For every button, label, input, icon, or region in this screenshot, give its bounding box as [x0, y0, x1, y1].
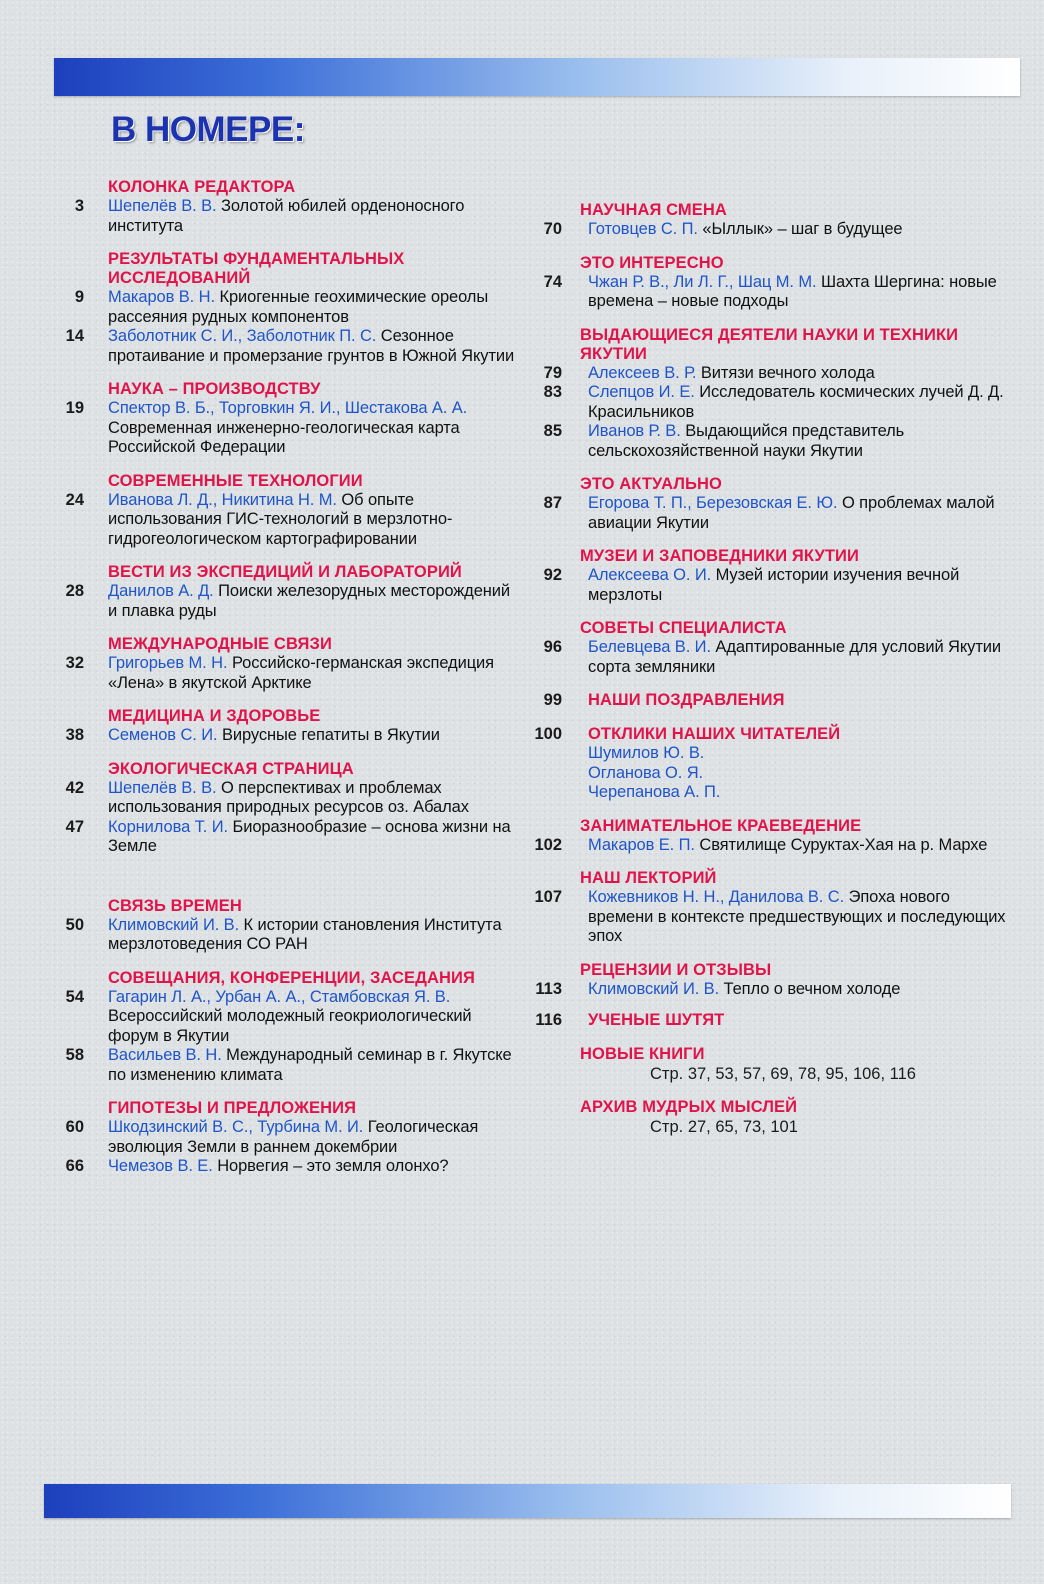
entry-text: [108, 988, 518, 1047]
entry-text: [108, 818, 518, 857]
entry-authors[interactable]: Климовский И. В.: [108, 915, 240, 934]
entry-authors[interactable]: Огланова О. Я.: [588, 763, 704, 782]
entry-title[interactable]: Святилище Суруктах-Хая на р. Мархе: [699, 835, 988, 854]
entry-authors[interactable]: Чжан Р. В., Ли Л. Г., Шац М. М.: [588, 272, 817, 291]
toc-section: [58, 707, 518, 746]
entry-text: [588, 980, 1008, 1000]
toc-entry[interactable]: [58, 726, 518, 746]
toc-section: [530, 1011, 1020, 1031]
page-number: 32: [65, 654, 84, 672]
section-title: ЗАНИМАТЕЛЬНОЕ КРАЕВЕДЕНИЕ: [580, 816, 862, 835]
toc-section: [530, 254, 1020, 312]
entry-title[interactable]: Геологическая эволюция Земли в раннем докембрии: [108, 1118, 479, 1156]
toc-section: [58, 380, 518, 458]
entry-text: [108, 491, 518, 550]
page-title: В НОМЕРЕ:: [111, 110, 305, 149]
section-title: АРХИВ МУДРЫХ МЫСЛЕЙ: [580, 1097, 798, 1116]
toc-section: [530, 1098, 1020, 1137]
toc-section: [530, 619, 1020, 677]
entry-text: [108, 197, 518, 236]
entry-authors[interactable]: Иванова Л. Д., Никитина Н. М.: [108, 490, 337, 509]
section-title: РЕЦЕНЗИИ И ОТЗЫВЫ: [580, 960, 772, 979]
entry-title[interactable]: О проблемах малой авиации Якутии: [588, 494, 995, 532]
toc-entry[interactable]: [530, 566, 1020, 605]
entry-title[interactable]: О перспективах и проблемах использования природных ресурсов оз. Абалах: [108, 778, 469, 816]
section-title: СВЯЗЬ ВРЕМЕН: [108, 896, 242, 915]
toc-entry[interactable]: [58, 916, 518, 955]
toc-section: [530, 475, 1020, 533]
toc-entry[interactable]: [58, 399, 518, 458]
entry-authors[interactable]: Кожевников Н. Н., Данилова В. С.: [588, 888, 845, 906]
toc-entry[interactable]: [530, 273, 1020, 312]
entry-authors[interactable]: Гагарин Л. А., Урбан А. А., Стамбовская Я. В.: [108, 987, 451, 1006]
entry-authors[interactable]: Васильев В. Н.: [108, 1046, 222, 1064]
toc-section: [58, 563, 518, 621]
toc-entry[interactable]: [58, 1118, 518, 1157]
entry-authors[interactable]: Корнилова Т. И.: [108, 817, 228, 836]
entry-authors[interactable]: Григорьев М. Н.: [108, 654, 228, 672]
page-number: 102: [534, 835, 562, 854]
entry-text: [588, 888, 1008, 947]
entry-title[interactable]: Всероссийский молодежный геокриологический форум в Якутии: [108, 1007, 472, 1045]
toc-entry[interactable]: [530, 383, 1020, 422]
section-title: НАШИ ПОЗДРАВЛЕНИЯ: [588, 691, 785, 709]
entry-title[interactable]: Музей истории изучения вечной мерзлоты: [588, 566, 960, 604]
toc-section: [58, 178, 518, 236]
section-title: ГИПОТЕЗЫ И ПРЕДЛОЖЕНИЯ: [108, 1099, 357, 1117]
toc-entry[interactable]: [530, 494, 1020, 533]
entry-title[interactable]: Исследователь космических лучей Д. Д. Красильников: [588, 383, 1004, 421]
toc-section: [58, 635, 518, 693]
page-number: 70: [543, 220, 562, 238]
entry-text: [588, 638, 1008, 677]
section-title: НАУКА – ПРОИЗВОДСТВУ: [108, 380, 321, 398]
page-number: 79: [543, 363, 562, 382]
entry-title[interactable]: Криогенные геохимические ореолы рассеяния рудных компонентов: [108, 288, 489, 326]
page-number: 92: [543, 566, 562, 584]
section-title: МЕДИЦИНА И ЗДОРОВЬЕ: [108, 707, 321, 725]
entry-text: [588, 566, 1008, 605]
page-references: Стр. 37, 53, 57, 69, 78, 95, 106, 116: [650, 1064, 916, 1083]
entry-authors[interactable]: Черепанова А. П.: [588, 783, 721, 801]
entry-text: [108, 726, 518, 746]
toc-entry[interactable]: [530, 836, 1020, 856]
entry-text: [108, 399, 518, 458]
toc-section: [530, 201, 1020, 240]
entry-authors[interactable]: Макаров Е. П.: [588, 835, 695, 854]
page-number: 60: [65, 1118, 84, 1136]
toc-section: [58, 472, 518, 550]
section-title: МЕЖДУНАРОДНЫЕ СВЯЗИ: [108, 635, 332, 653]
entry-authors[interactable]: Иванов Р. В.: [588, 422, 681, 440]
section-title: СОВЕТЫ СПЕЦИАЛИСТА: [580, 619, 787, 637]
section-title: СОВРЕМЕННЫЕ ТЕХНОЛОГИИ: [108, 471, 363, 490]
page-number: 47: [65, 817, 84, 836]
page-number: 3: [74, 197, 84, 215]
page-number: 74: [543, 272, 562, 291]
section-title: ЭТО АКТУАЛЬНО: [580, 475, 722, 493]
entry-title[interactable]: Норвегия – это земля олонхо?: [217, 1157, 449, 1175]
page-number: 116: [535, 1011, 562, 1029]
contents-right-column: [530, 201, 1020, 1137]
toc-section: [530, 817, 1020, 856]
toc-section: [58, 897, 518, 955]
entry-authors[interactable]: Спектор В. Б., Торговкин Я. И., Шестакова А. А.: [108, 399, 468, 417]
section-title: СОВЕЩАНИЯ, КОНФЕРЕНЦИИ, ЗАСЕДАНИЯ: [108, 968, 475, 987]
toc-entry[interactable]: [58, 779, 518, 818]
page-number: 28: [65, 582, 84, 600]
toc-entry[interactable]: [58, 327, 518, 366]
toc-entry[interactable]: [530, 980, 1020, 1000]
entry-title[interactable]: Шахта Шергина: новые времена – новые подходы: [588, 272, 997, 310]
entry-title[interactable]: Тепло о вечном холоде: [723, 979, 901, 998]
toc-entry[interactable]: [58, 491, 518, 550]
entry-authors[interactable]: Данилов А. Д.: [108, 582, 214, 600]
page-number: 50: [65, 915, 84, 934]
toc-entry[interactable]: [58, 197, 518, 236]
section-title: ВЕСТИ ИЗ ЭКСПЕДИЦИЙ И ЛАБОРАТОРИЙ: [108, 563, 462, 581]
toc-entry[interactable]: [530, 888, 1020, 947]
contents-left-column: [58, 178, 518, 1177]
entry-text: [108, 779, 518, 818]
toc-section: [530, 547, 1020, 605]
section-title: МУЗЕИ И ЗАПОВЕДНИКИ ЯКУТИИ: [580, 547, 859, 565]
page-number: 100: [534, 724, 562, 743]
toc-entry[interactable]: [530, 783, 1020, 803]
entry-authors[interactable]: Чемезов В. Е.: [108, 1157, 213, 1175]
entry-title[interactable]: Сезонное протаивание и промерзание грунтов в Южной Якутии: [108, 327, 515, 365]
entry-text: [108, 327, 518, 366]
toc-section: [58, 760, 518, 857]
toc-entry[interactable]: [530, 638, 1020, 677]
toc-entry[interactable]: [58, 818, 518, 857]
entry-title[interactable]: К истории становления Института мерзлотоведения СО РАН: [108, 915, 502, 953]
page-number: 24: [65, 490, 84, 509]
entry-title[interactable]: Вирусные гепатиты в Якутии: [221, 726, 440, 744]
bottom-decorative-band: [44, 1484, 1011, 1518]
toc-section-heading-row: [530, 691, 1020, 711]
toc-entry[interactable]: [58, 1046, 518, 1085]
entry-authors[interactable]: Шумилов Ю. В.: [588, 744, 705, 762]
toc-entry[interactable]: [58, 582, 518, 621]
entry-text: [588, 383, 1008, 422]
entry-authors[interactable]: Егорова Т. П., Березовская Е. Ю.: [588, 494, 838, 512]
toc-entry[interactable]: [58, 1157, 518, 1177]
entry-authors[interactable]: Макаров В. Н.: [108, 288, 215, 306]
toc-entry[interactable]: [530, 220, 1020, 240]
entry-text: [588, 422, 1008, 461]
entry-text: [588, 364, 1008, 384]
page-number: 87: [543, 494, 562, 512]
entry-title[interactable]: Выдающийся представитель сельскохозяйственной науки Якутии: [588, 422, 905, 460]
page-number: 54: [65, 987, 84, 1006]
entry-title[interactable]: Золотой юбилей орденоносного института: [108, 197, 465, 235]
page-number: 19: [65, 399, 84, 417]
toc-entry[interactable]: [530, 744, 1020, 764]
entry-title[interactable]: Витязи вечного холода: [700, 363, 875, 382]
entry-authors[interactable]: Шепелёв В. В.: [108, 778, 217, 797]
toc-entry[interactable]: [530, 764, 1020, 784]
toc-section: [530, 725, 1020, 803]
page-references: Стр. 27, 65, 73, 101: [650, 1117, 798, 1136]
section-title: ЭКОЛОГИЧЕСКАЯ СТРАНИЦА: [108, 759, 354, 778]
page-number: 42: [65, 778, 84, 797]
entry-text: [108, 916, 518, 955]
toc-entry[interactable]: [530, 422, 1020, 461]
page-number: 9: [74, 288, 84, 306]
entry-text: [108, 582, 518, 621]
entry-title[interactable]: Международный семинар в г. Якутске по изменению климата: [108, 1046, 512, 1084]
section-title: ЭТО ИНТЕРЕСНО: [580, 253, 724, 272]
entry-authors[interactable]: Шепелёв В. В.: [108, 197, 217, 215]
entry-text: [108, 654, 518, 693]
page-number: 58: [65, 1046, 84, 1064]
page-number: 38: [65, 726, 84, 744]
toc-entry[interactable]: [58, 288, 518, 327]
entry-text: [108, 1118, 518, 1157]
entry-authors[interactable]: Семенов С. И.: [108, 726, 218, 744]
toc-entry[interactable]: [530, 364, 1020, 384]
entry-authors[interactable]: Готовцев С. П.: [588, 220, 698, 238]
toc-section: [58, 250, 518, 366]
entry-authors[interactable]: Климовский И. В.: [588, 979, 720, 998]
entry-title[interactable]: «Ыллык» – шаг в будущее: [702, 220, 903, 238]
entry-text: [588, 273, 1008, 312]
entry-title[interactable]: Биоразнообразие – основа жизни на Земле: [108, 817, 511, 855]
entry-text: [588, 494, 1008, 533]
entry-text: [588, 836, 1008, 856]
entry-text: [588, 220, 1008, 240]
entry-authors[interactable]: Слепцов И. Е.: [588, 383, 695, 401]
section-title: НАУЧНАЯ СМЕНА: [580, 201, 727, 219]
entry-text: [108, 1046, 518, 1085]
toc-section: [530, 869, 1020, 947]
toc-section: [530, 961, 1020, 1000]
section-title: НАШ ЛЕКТОРИЙ: [580, 869, 717, 887]
page-number: 113: [535, 979, 562, 998]
entry-title[interactable]: Эпоха нового времени в контексте предшествующих и последующих эпох: [588, 888, 1006, 945]
page-number: 85: [543, 422, 562, 440]
page-number: 66: [65, 1157, 84, 1175]
page-number: 14: [65, 327, 84, 345]
section-title: НОВЫЕ КНИГИ: [580, 1044, 705, 1063]
toc-entry[interactable]: [58, 654, 518, 693]
entry-title[interactable]: Адаптированные для условий Якутии сорта земляники: [588, 638, 1002, 676]
page-number: 96: [543, 638, 562, 656]
entry-authors[interactable]: Алексеева О. И.: [588, 566, 712, 584]
top-decorative-band: [54, 58, 1020, 96]
toc-section: [58, 1099, 518, 1177]
entry-title[interactable]: Об опыте использования ГИС-технологий в мерзлотно-гидрогеологическом картографировании: [108, 490, 453, 548]
toc-entry[interactable]: [58, 988, 518, 1047]
entry-authors[interactable]: Алексеев В. Р.: [588, 363, 697, 382]
entry-authors[interactable]: Заболотник С. И., Заболотник П. С.: [108, 327, 377, 345]
toc-section: [58, 969, 518, 1086]
entry-text: [108, 288, 518, 327]
page-number: 99: [543, 691, 562, 709]
toc-section-heading-row: [530, 725, 1020, 745]
entry-text: [108, 1157, 518, 1177]
section-title: РЕЗУЛЬТАТЫ ФУНДАМЕНТАЛЬНЫХ ИССЛЕДОВАНИЙ: [108, 250, 405, 287]
page-number: 107: [534, 888, 562, 906]
entry-title[interactable]: Российско-германская экспедиция «Лена» в якутской Арктике: [108, 654, 494, 692]
page-number: 83: [543, 383, 562, 401]
entry-title[interactable]: Поиски железорудных месторождений и плавка руды: [108, 582, 511, 620]
toc-section: [530, 691, 1020, 711]
toc-section-heading-row: [530, 1011, 1020, 1031]
entry-authors[interactable]: Белевцева В. И.: [588, 638, 711, 656]
entry-authors[interactable]: Шкодзинский В. С., Турбина М. И.: [108, 1118, 364, 1136]
section-title: КОЛОНКА РЕДАКТОРА: [108, 178, 296, 196]
entry-title[interactable]: Современная инженерно-геологическая карта Российской Федерации: [108, 418, 460, 456]
toc-section: [530, 1045, 1020, 1084]
section-title: УЧЕНЫЕ ШУТЯТ: [588, 1011, 725, 1029]
section-title: ВЫДАЮЩИЕСЯ ДЕЯТЕЛИ НАУКИ И ТЕХНИКИ ЯКУТИИ: [580, 325, 959, 363]
toc-section: [530, 326, 1020, 462]
section-title: ОТКЛИКИ НАШИХ ЧИТАТЕЛЕЙ: [588, 724, 841, 743]
